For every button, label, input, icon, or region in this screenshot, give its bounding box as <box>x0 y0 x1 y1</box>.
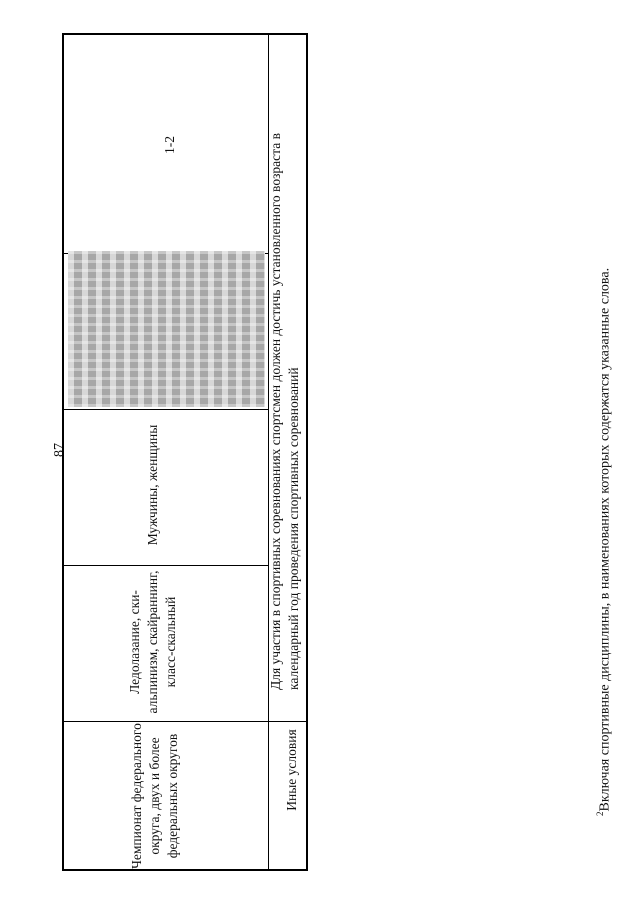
footnote <box>589 226 611 816</box>
other-conditions-label: Иные условия <box>284 729 299 811</box>
page-number: 87 <box>52 443 67 457</box>
footnote-marker: 2 <box>595 811 605 816</box>
gender-cell: Мужчины, женщины <box>145 424 160 546</box>
competition-cell: Чемпионат федерального округа, двух и более федеральных округов <box>129 723 180 869</box>
places-cell: 1-2 <box>162 136 177 154</box>
other-conditions-text: Для участия в спортивных соревнованиях спортсмен должен достичь установленного возраста в календарный год проведения спортивных соревнований <box>268 133 301 690</box>
disciplines-cell: Ледолазание, ски-альпинизм, скайраннинг, класс-скальный <box>127 570 178 714</box>
scan-noise-area <box>68 251 265 407</box>
footnote-text: Включая спортивные дисциплины, в наименованиях которых содержатся указанные слова. <box>597 267 613 812</box>
